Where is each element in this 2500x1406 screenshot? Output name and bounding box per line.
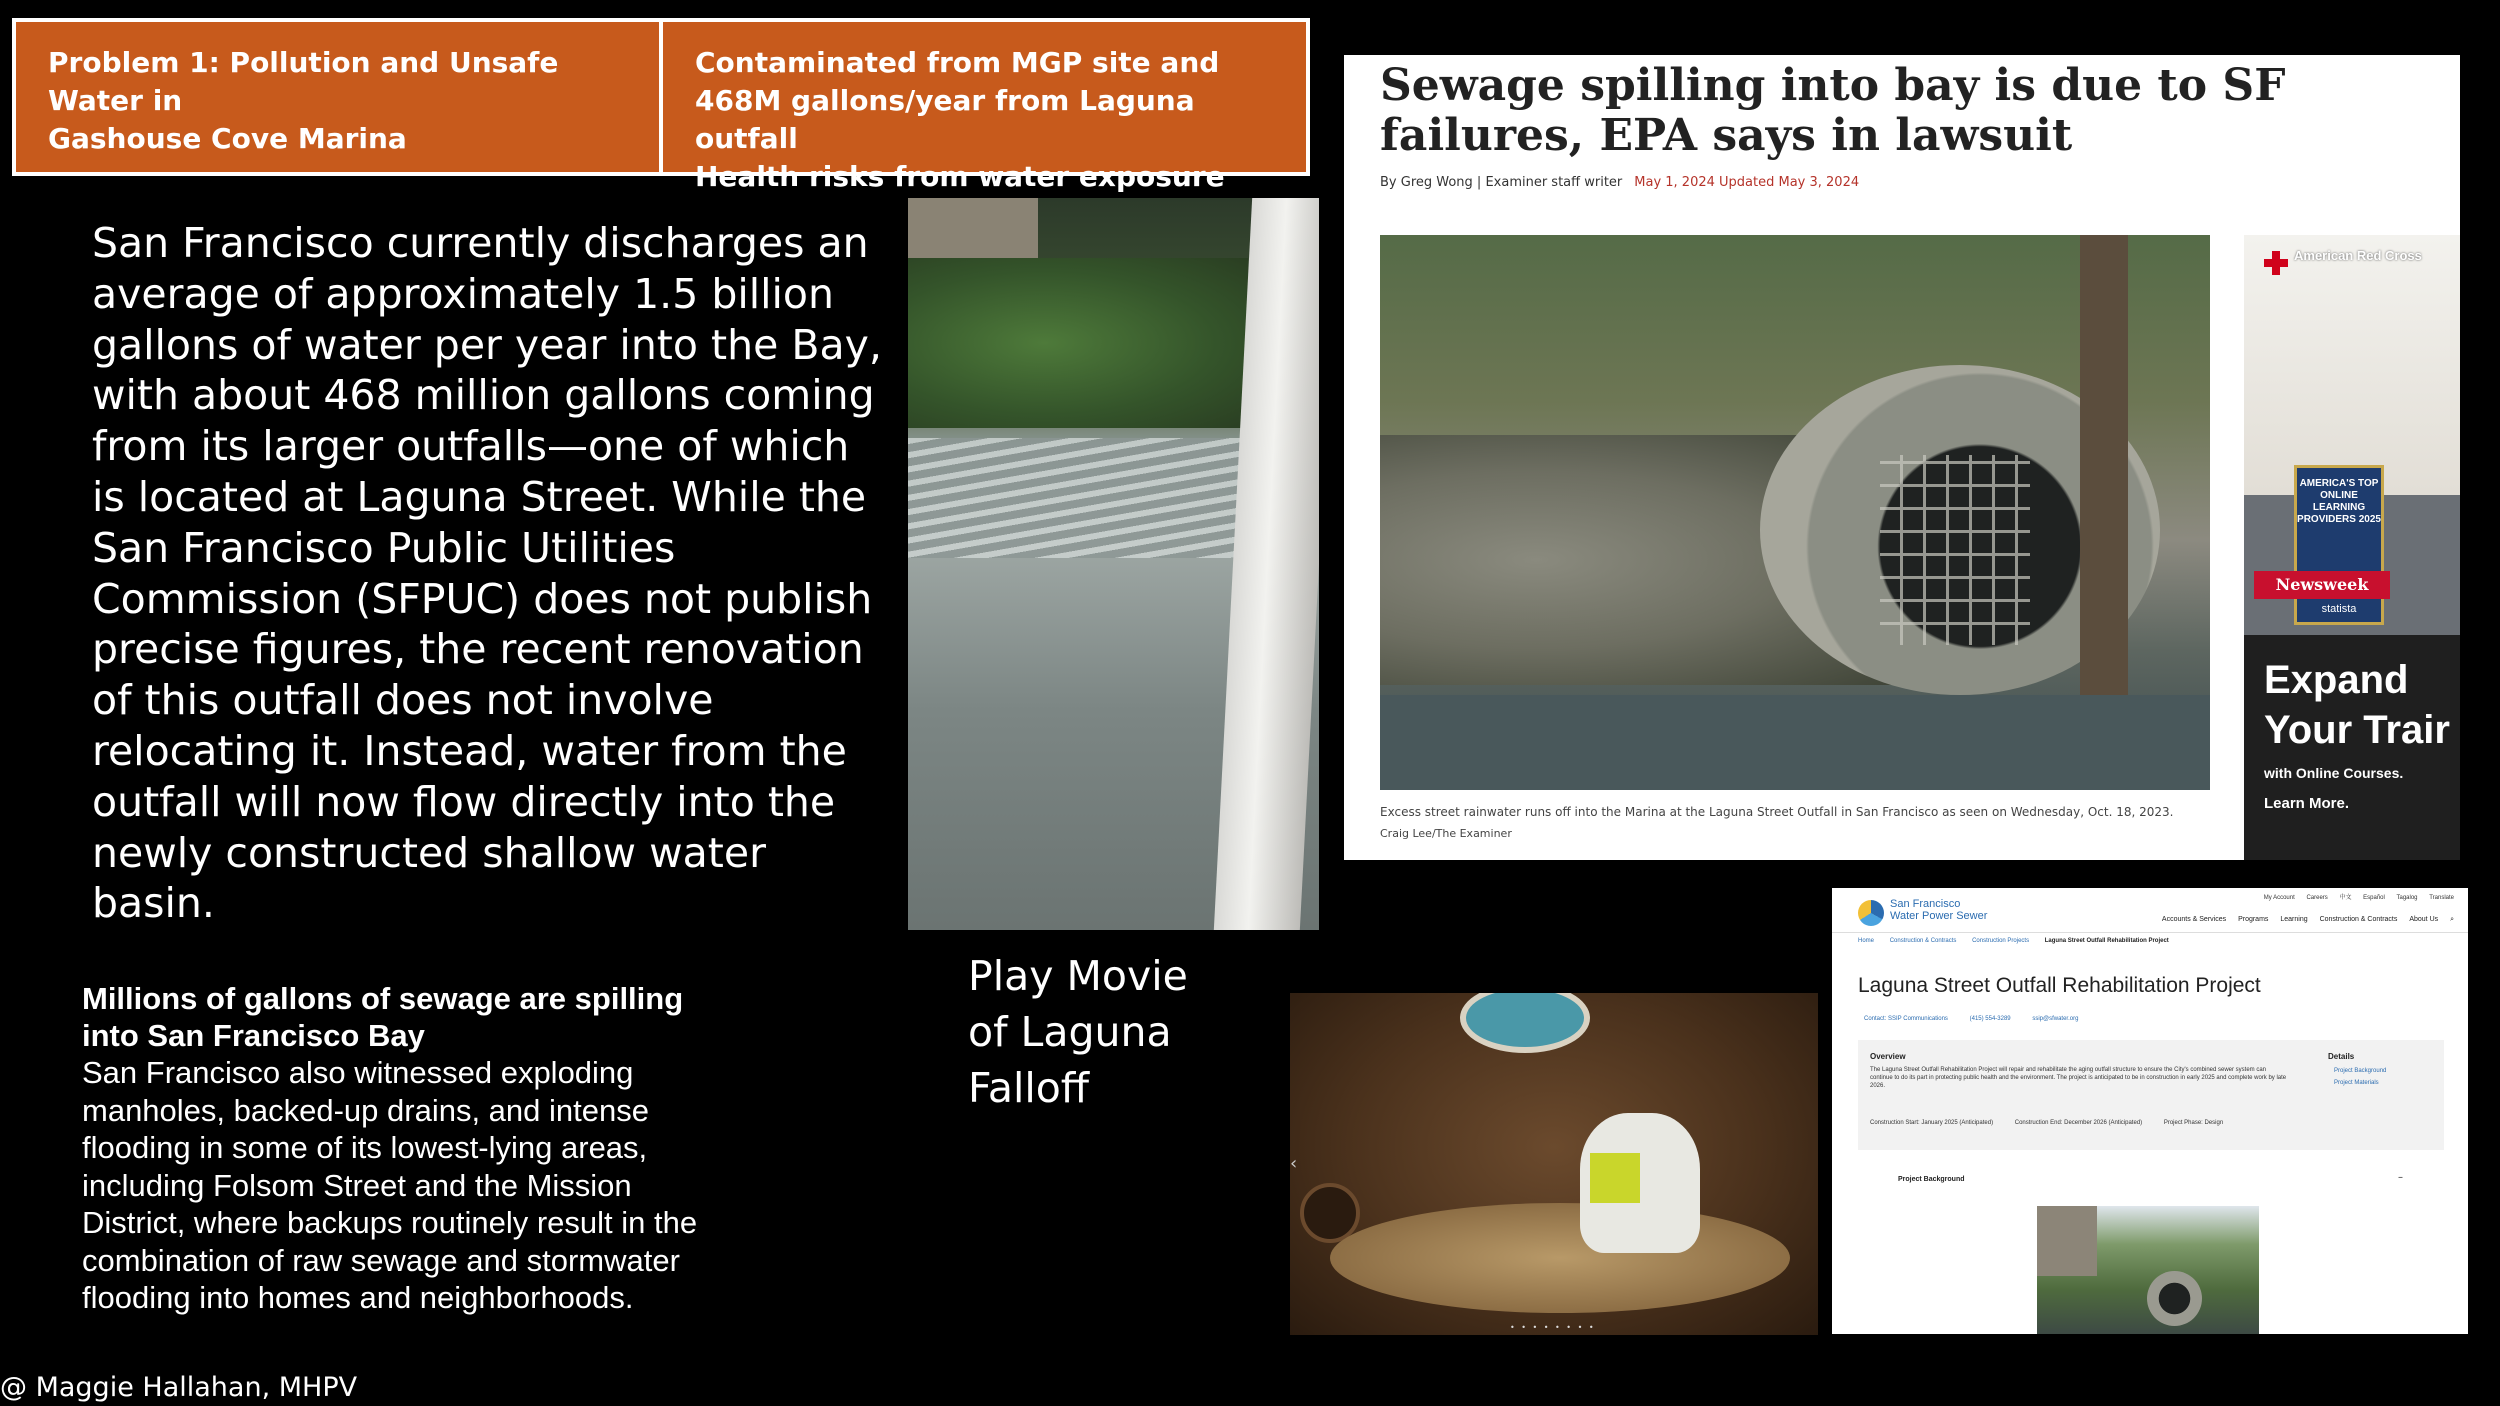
problem-title-cell — [16, 22, 659, 172]
nav-item[interactable]: About Us — [2409, 916, 2439, 923]
problem-banner — [12, 18, 1310, 193]
project-phase: Project Phase: Design — [2163, 1120, 2224, 1126]
article-author: By Greg Wong | Examiner staff writer — [1380, 175, 1623, 190]
nav-item[interactable]: Learning — [2280, 916, 2308, 923]
overview-title: Overview — [1870, 1052, 1906, 1061]
sewage-summary — [82, 980, 722, 1317]
photo-building — [2037, 1206, 2097, 1276]
project-background-label[interactable]: Project Background — [1898, 1176, 1965, 1183]
breadcrumb-item[interactable]: Construction Projects — [1972, 938, 2030, 944]
photo-pipe-floor — [1330, 1203, 1790, 1313]
ad-learn-more-link[interactable]: Learn More. — [2264, 795, 2350, 812]
utility-links — [2254, 892, 2454, 901]
photo-water — [1380, 695, 2210, 790]
problem-title-line-1: Problem 1: Pollution and Unsafe Water in — [48, 46, 559, 117]
contact-name: Contact: SSIP Communications — [1864, 1016, 1948, 1022]
article-dates: May 1, 2024 Updated May 3, 2024 — [1634, 175, 1860, 190]
photo-hedge — [908, 258, 1248, 428]
detail-link-materials[interactable]: Project Materials — [2334, 1080, 2379, 1086]
photo-outfall-pipe — [2147, 1271, 2202, 1326]
ad-subline: with Online Courses. — [2264, 765, 2404, 781]
ad-brand: American Red Cross — [2294, 248, 2422, 263]
ad-statista: statista — [2321, 603, 2357, 615]
main-nav — [2152, 916, 2454, 924]
main-paragraph: San Francisco currently discharges an average of approximately 1.5 billion gallons of water per year into the Bay, with about 468 million gallons coming from its larger outfalls—one of which is located at Laguna Street. While the San Francisco Public Utilities Commission (SFPUC) does not publish precise figures, the recent renovation of this outfall does not involve relocating it. Instead, water from the outfall will now flow directly into the newly constructed shallow water basin. — [92, 219, 882, 928]
util-link[interactable]: Tagalog — [2396, 895, 2418, 901]
project-dates — [1870, 1120, 2243, 1126]
problem-detail-line-2: 468M gallons/year from Laguna outfall — [695, 84, 1195, 155]
sfpuc-logo-icon — [1858, 900, 1884, 926]
problem-details-cell — [659, 22, 1306, 193]
nav-item[interactable]: Construction & Contracts — [2319, 916, 2398, 923]
nav-item[interactable]: Accounts & Services — [2161, 916, 2227, 923]
construction-start: Construction Start: January 2025 (Anticipated) — [1870, 1120, 1994, 1126]
news-article-screenshot — [1344, 55, 2460, 860]
page-title: Laguna Street Outfall Rehabilitation Project — [1858, 974, 2261, 997]
collapse-toggle-icon[interactable]: – — [2398, 1172, 2403, 1183]
photo-hatch — [1460, 993, 1590, 1053]
util-link[interactable]: 中文 — [2339, 895, 2352, 901]
article-byline — [1380, 175, 1859, 190]
article-photo-caption: Excess street rainwater runs off into the Marina at the Laguna Street Outfall in San Francisco as seen on Wednesday, Oct. 18, 2023. — [1380, 805, 2174, 819]
carousel-prev-icon[interactable]: ‹ — [1290, 1153, 1298, 1174]
header-divider — [1832, 932, 2468, 933]
search-icon[interactable]: ⌕ — [2450, 916, 2454, 923]
construction-end: Construction End: December 2026 (Anticipated) — [2014, 1120, 2143, 1126]
ad-headline: Expand Your Trair — [2264, 658, 2450, 752]
breadcrumb-item[interactable]: Home — [1858, 938, 1875, 944]
article-headline: Sewage spilling into bay is due to SF failures, EPA says in lawsuit — [1380, 60, 2286, 161]
logo-line-1: San Francisco — [1890, 898, 1961, 910]
detail-link-background[interactable]: Project Background — [2334, 1068, 2387, 1074]
article-photo-credit: Craig Lee/The Examiner — [1380, 827, 1512, 840]
util-link[interactable]: Español — [2363, 895, 2385, 901]
red-cross-icon — [2264, 251, 2288, 275]
sfpuc-logo-text — [1890, 898, 1987, 922]
logo-line-2: Water Power Sewer — [1890, 910, 1988, 922]
photo-worker-vest — [1590, 1153, 1640, 1203]
overview-body: The Laguna Street Outfall Rehabilitation Project will repair and rehabilitate the aging outfall structure to ensure the City's combined sewer system can continue to do its part in protecting public health and the environment. The project is anticipated to be in construction in early 2025 and complete work by late 2026. — [1870, 1067, 2287, 1089]
photo-grate — [1880, 455, 2030, 645]
util-link[interactable]: Careers — [2306, 895, 2328, 901]
project-background-photo — [2037, 1206, 2259, 1334]
pipe-worker-photo — [1290, 993, 1818, 1335]
sewage-summary-body: San Francisco also witnessed exploding manholes, backed-up drains, and intense flooding in some of its lowest-lying areas, including Folsom Street and the Mission District, where backups routinely result in the combination of raw sewage and stormwater flooding into homes and neighborhoods. — [82, 1055, 698, 1315]
outfall-water-photo[interactable] — [908, 198, 1319, 930]
nav-item[interactable]: Programs — [2238, 916, 2269, 923]
contact-email[interactable]: ssip@sfwater.org — [2032, 1016, 2079, 1022]
util-link[interactable]: Translate — [2429, 895, 2454, 901]
ad-award-badge — [2294, 465, 2384, 625]
util-link[interactable]: My Account — [2263, 895, 2295, 901]
problem-title-line-2: Gashouse Cove Marina — [48, 122, 407, 155]
ad-newsweek-ribbon: Newsweek — [2254, 571, 2390, 599]
contact-phone[interactable]: (415) 554-3289 — [1969, 1016, 2011, 1022]
breadcrumb — [1858, 938, 2183, 944]
overview-panel — [1858, 1040, 2444, 1150]
problem-detail-line-1: Contaminated from MGP site and — [695, 46, 1220, 79]
photo-credit-footer: @ Maggie Hallahan, MHPV — [0, 1372, 358, 1403]
breadcrumb-current: Laguna Street Outfall Rehabilitation Project — [2044, 938, 2169, 944]
details-title: Details — [2328, 1052, 2355, 1061]
ad-badge-text: AMERICA'S TOP ONLINE LEARNING PROVIDERS 2025 — [2297, 478, 2381, 525]
play-movie-link[interactable]: Play Movie of Laguna Falloff — [968, 952, 1188, 1112]
sewage-summary-title: Millions of gallons of sewage are spilling into San Francisco Bay — [82, 981, 684, 1053]
sfpuc-web-screenshot — [1832, 888, 2468, 1334]
contact-row — [1864, 1016, 2098, 1022]
article-outfall-photo — [1380, 235, 2210, 790]
problem-detail-line-3: Health risks from water exposure — [695, 160, 1225, 193]
carousel-dots[interactable]: • • • • • • • • — [1510, 1323, 1596, 1332]
red-cross-ad[interactable] — [2244, 235, 2460, 860]
photo-surf — [908, 438, 1288, 558]
breadcrumb-item[interactable]: Construction & Contracts — [1889, 938, 1957, 944]
